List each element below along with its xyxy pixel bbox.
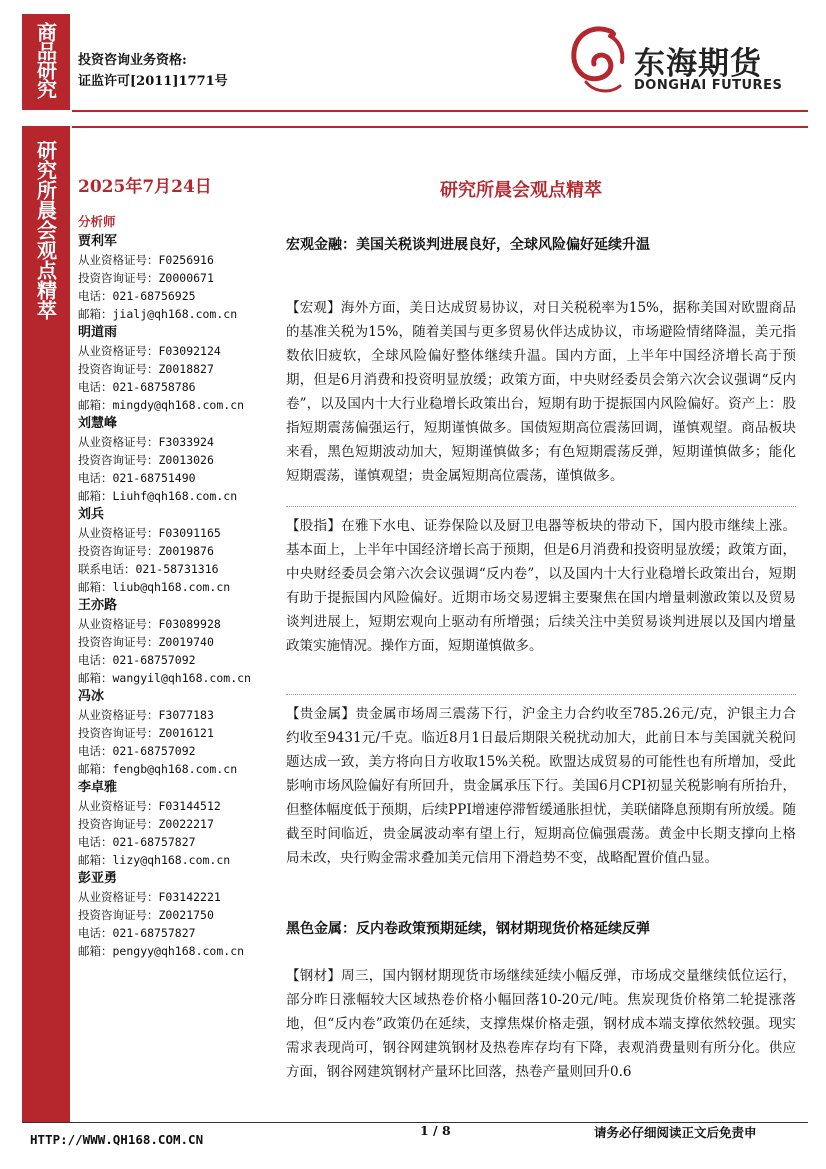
analyst-column — [78, 212, 278, 960]
header-rule — [72, 110, 808, 112]
sidebar-category-label: 商品研究 — [33, 22, 58, 98]
analyst-detail: 从业资格证号：F03091165 — [78, 526, 221, 540]
page-number: 1 / 8 — [420, 1123, 451, 1138]
analyst-entry — [78, 778, 278, 869]
analyst-name: 刘兵 — [78, 507, 105, 522]
report-date: 2025年7月24日 — [78, 177, 212, 197]
analyst-detail: 投资咨询证号：Z0000671 — [78, 271, 214, 285]
section-heading-black: 黑色金属：反内卷政策预期延续，钢材期现货价格延续反弹 — [286, 921, 650, 937]
section-divider — [286, 694, 796, 695]
text-macro: 海外方面，美日达成贸易协议，对日关税税率为15%，据称美国对欧盟商品的基准关税为15%，随着美国与更多贸易伙伴达成协议，市场避险情绪降温，美元指数依旧疲软，全球风险偏好整体继续升温。国内方面，上半年中国经济增长高于预期，但是6月消费和投资明显放缓；政策方面，中央财经委员会第六次会议强调“反内卷”，以及国内十大行业稳增长政策出台，短期有助于提振国内风险偏好。资产上：股指短期震荡偏强运行，短期谨慎做多。国债短期高位震荡回调，谨慎观望。商品板块来看，黑色短期波动加大，短期谨慎做多；有色短期震荡反弹，短期谨慎做多；能化短期震荡，谨慎观望；贵金属短期高位震荡，谨慎做多。 — [286, 300, 796, 484]
analyst-detail: 投资咨询证号：Z0019876 — [78, 544, 214, 558]
analyst-entry — [78, 687, 278, 778]
analyst-detail: 从业资格证号：F03089928 — [78, 617, 221, 631]
analyst-email[interactable]: 邮箱：lizy@qh168.com.cn — [78, 853, 231, 867]
dragon-logo-icon — [566, 22, 630, 100]
analyst-email[interactable]: 邮箱：liub@qh168.com.cn — [78, 580, 231, 594]
analyst-detail: 电话：021-68757092 — [78, 744, 196, 758]
analyst-email[interactable]: 邮箱：fengb@qh168.com.cn — [78, 762, 238, 776]
tag-macro: 【宏观】 — [286, 300, 341, 316]
analyst-email[interactable]: 邮箱：pengyy@qh168.com.cn — [78, 944, 245, 958]
analyst-entry — [78, 232, 278, 323]
analyst-email[interactable]: 邮箱：mingdy@qh168.com.cn — [78, 398, 245, 412]
analyst-detail: 从业资格证号：F3033924 — [78, 435, 214, 449]
footer-disclaimer: 请务必仔细阅读正文后免责申 — [594, 1125, 757, 1140]
tag-index: 【股指】 — [286, 518, 342, 534]
analyst-detail: 投资咨询证号：Z0013026 — [78, 453, 214, 467]
analyst-name: 王亦路 — [78, 598, 118, 613]
analyst-entry — [78, 414, 278, 505]
paragraph-macro — [286, 296, 796, 488]
paragraph-index — [286, 514, 796, 658]
analyst-list — [78, 232, 278, 960]
analyst-email[interactable]: 邮箱：Liuhf@qh168.com.cn — [78, 489, 238, 503]
report-title: 研究所晨会观点精萃 — [440, 180, 602, 201]
text-precious: 贵金属市场周三震荡下行，沪金主力合约收至785.26元/克，沪银主力合约收至9431元/千克。临近8月1日最后期限关税扰动加大，此前日本与美国就关税问题达成一致，美方将向日方收取15%关税。欧盟达成贸易的可能性也有所增加，受此影响市场风险偏好有所回升，贵金属承压下行。美国6月CPI初显关税影响有所抬升，但整体幅度低于预期，后续PPI增速停滞暂缓通胀担忧，美联储降息预期有所放缓。随截至时间临近，贵金属波动率有望上行，短期高位偏强震荡。黄金中长期支撑向上格局未改，央行购金需求叠加美元信用下滑趋势不变，战略配置价值凸显。 — [286, 706, 796, 866]
analyst-detail: 投资咨询证号：Z0019740 — [78, 635, 214, 649]
analyst-name: 刘慧峰 — [78, 416, 118, 431]
analyst-detail: 电话：021-68756925 — [78, 289, 196, 303]
analysts-heading: 分析师 — [78, 214, 116, 229]
paragraph-precious — [286, 702, 796, 870]
analyst-detail: 电话：021-68757092 — [78, 653, 196, 667]
analyst-detail: 从业资格证号：F3077183 — [78, 708, 214, 722]
analyst-entry — [78, 869, 278, 960]
analyst-email[interactable]: 邮箱：wangyil@qh168.com.cn — [78, 671, 251, 685]
analyst-email[interactable]: 邮箱：jialj@qh168.com.cn — [78, 307, 238, 321]
tag-steel: 【钢材】 — [286, 968, 342, 984]
analyst-detail: 投资咨询证号：Z0018827 — [78, 362, 214, 376]
analyst-detail: 从业资格证号：F03092124 — [78, 344, 221, 358]
sidebar-category-tab — [22, 14, 70, 110]
analyst-entry — [78, 323, 278, 414]
analyst-name: 李卓雅 — [78, 780, 118, 795]
analyst-name: 明道雨 — [78, 325, 118, 340]
analyst-detail: 电话：021-68751490 — [78, 471, 196, 485]
company-logo — [566, 22, 806, 100]
analyst-detail: 投资咨询证号：Z0022217 — [78, 817, 214, 831]
tag-precious: 【贵金属】 — [286, 706, 356, 722]
analyst-entry — [78, 596, 278, 687]
text-index: 在雅下水电、证券保险以及厨卫电器等板块的带动下，国内股市继续上涨。基本面上，上半年中国经济增长高于预期，但是6月消费和投资明显放缓；政策方面，中央财经委员会第六次会议强调“反内卷”，以及国内十大行业稳增长政策出台，短期有助于提振国内风险偏好。近期市场交易逻辑主要聚焦在国内增量刺激政策以及贸易谈判进展上，短期宏观向上驱动有所增强；后续关注中美贸易谈判进展以及国内增量政策实施情况。操作方面，短期谨慎做多。 — [286, 518, 797, 654]
analyst-detail: 从业资格证号：F03144512 — [78, 799, 221, 813]
logo-english-name: DONGHAI FUTURES — [634, 78, 783, 93]
analyst-detail: 从业资格证号：F0256916 — [78, 253, 214, 267]
analyst-detail: 电话：021-68758786 — [78, 380, 196, 394]
paragraph-steel — [286, 964, 796, 1084]
analyst-detail: 电话：021-68757827 — [78, 926, 196, 940]
logo-chinese-name: 东海期货 — [634, 46, 762, 82]
section-divider — [286, 506, 796, 507]
sidebar-report-band — [22, 126, 70, 1122]
analyst-detail: 电话：021-68757827 — [78, 835, 196, 849]
text-steel: 周三，国内钢材期现货市场继续延续小幅反弹，市场成交量继续低位运行，部分昨日涨幅较大区域热卷价格小幅回落10-20元/吨。焦炭现货价格第二轮提涨落地，但“反内卷”政策仍在延续，支撑焦煤价格走强，钢材成本端支撑依然较强。现实需求表现尚可，钢谷网建筑钢材及热卷库存均有下降，表观消费量则有所分化。供应方面，钢谷网建筑钢材产量环比回落，热卷产量则回升0.6 — [286, 968, 797, 1080]
analyst-name: 冯冰 — [78, 689, 105, 704]
analyst-entry — [78, 505, 278, 596]
qualification-line: 投资咨询业务资格: — [78, 53, 187, 68]
sidebar-report-label: 研究所晨会观点精萃 — [33, 140, 58, 320]
section-heading-macro: 宏观金融：美国关税谈判进展良好，全球风险偏好延续升温 — [286, 237, 650, 253]
analyst-detail: 联系电话：021-58731316 — [78, 562, 219, 576]
analyst-detail: 从业资格证号：F03142221 — [78, 890, 221, 904]
footer-website-link[interactable]: HTTP://WWW.QH168.COM.CN — [30, 1132, 204, 1147]
qualification-block — [78, 50, 228, 92]
analyst-name: 彭亚勇 — [78, 871, 118, 886]
analyst-name: 贾利军 — [78, 234, 118, 249]
analyst-detail: 投资咨询证号：Z0021750 — [78, 908, 214, 922]
header-rule-lower — [72, 126, 808, 128]
analyst-detail: 投资咨询证号：Z0016121 — [78, 726, 214, 740]
license-line: 证监许可[2011]1771号 — [78, 74, 228, 89]
